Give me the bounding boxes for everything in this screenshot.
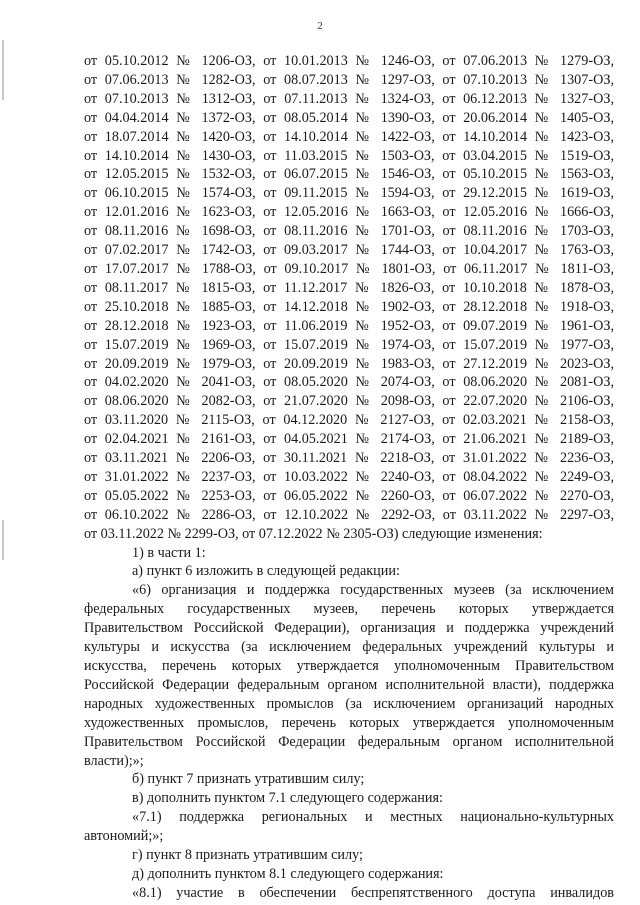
item-g: г) пункт 8 признать утратившим силу; [132,847,363,864]
item-7-1-text: «7.1) поддержка региональных и местных национально-культурных автономий;»; [84,809,614,845]
amendment-references [84,52,614,544]
scan-edge-mark [2,40,4,100]
reference-line: от 06.10.2015 № 1574-ОЗ, от 09.11.2015 № 1594-ОЗ, от 29.12.2015 № 1619-ОЗ, [84,185,614,202]
reference-line: от 17.07.2017 № 1788-ОЗ, от 09.10.2017 № 1801-ОЗ, от 06.11.2017 № 1811-ОЗ, [84,260,614,277]
reference-line: от 03.11.2021 № 2206-ОЗ, от 30.11.2021 № 2218-ОЗ, от 31.01.2022 № 2236-ОЗ, [84,450,614,467]
part-1-heading: 1) в части 1: [132,544,206,561]
item-d: д) дополнить пунктом 8.1 следующего содержания: [132,865,444,882]
document-body [84,52,614,903]
reference-line: от 18.07.2014 № 1420-ОЗ, от 14.10.2014 № 1422-ОЗ, от 14.10.2014 № 1423-ОЗ, [84,128,614,145]
item-8-1-text: «8.1) участие в обеспечении беспрепятственного доступа инвалидов [132,884,614,901]
reference-line: от 25.10.2018 № 1885-ОЗ, от 14.12.2018 № 1902-ОЗ, от 28.12.2018 № 1918-ОЗ, [84,298,614,315]
reference-line: от 05.10.2012 № 1206-ОЗ, от 10.01.2013 № 1246-ОЗ, от 07.06.2013 № 1279-ОЗ, [84,53,614,69]
reference-line: от 04.04.2014 № 1372-ОЗ, от 08.05.2014 № 1390-ОЗ, от 20.06.2014 № 1405-ОЗ, [84,109,614,126]
item-a: а) пункт 6 изложить в следующей редакции: [132,563,400,580]
scan-edge-mark [2,520,4,560]
reference-line: от 07.02.2017 № 1742-ОЗ, от 09.03.2017 № 1744-ОЗ, от 10.04.2017 № 1763-ОЗ, [84,242,614,259]
reference-line: от 02.04.2021 № 2161-ОЗ, от 04.05.2021 № 2174-ОЗ, от 21.06.2021 № 2189-ОЗ, [84,431,614,448]
reference-line: от 31.01.2022 № 2237-ОЗ, от 10.03.2022 № 2240-ОЗ, от 08.04.2022 № 2249-ОЗ, [84,468,614,485]
reference-line: от 07.06.2013 № 1282-ОЗ, от 08.07.2013 № 1297-ОЗ, от 07.10.2013 № 1307-ОЗ, [84,71,614,88]
page-number: 2 [317,20,323,32]
reference-line: от 14.10.2014 № 1430-ОЗ, от 11.03.2015 № 1503-ОЗ, от 03.04.2015 № 1519-ОЗ, [84,147,614,164]
reference-line: от 12.01.2016 № 1623-ОЗ, от 12.05.2016 № 1663-ОЗ, от 12.05.2016 № 1666-ОЗ, [84,204,614,221]
reference-line: от 05.05.2022 № 2253-ОЗ, от 06.05.2022 № 2260-ОЗ, от 06.07.2022 № 2270-ОЗ, [84,487,614,504]
reference-line: от 03.11.2022 № 2299-ОЗ, от 07.12.2022 № 2305-ОЗ) следующие изменения: [84,525,543,542]
reference-line: от 28.12.2018 № 1923-ОЗ, от 11.06.2019 № 1952-ОЗ, от 09.07.2019 № 1961-ОЗ, [84,317,614,334]
reference-line: от 15.07.2019 № 1969-ОЗ, от 15.07.2019 № 1974-ОЗ, от 15.07.2019 № 1977-ОЗ, [84,336,614,353]
reference-line: от 07.10.2013 № 1312-ОЗ, от 07.11.2013 № 1324-ОЗ, от 06.12.2013 № 1327-ОЗ, [84,90,614,107]
reference-line: от 08.11.2016 № 1698-ОЗ, от 08.11.2016 № 1701-ОЗ, от 08.11.2016 № 1703-ОЗ, [84,223,614,240]
reference-line: от 06.10.2022 № 2286-ОЗ, от 12.10.2022 № 2292-ОЗ, от 03.11.2022 № 2297-ОЗ, [84,506,614,523]
reference-line: от 04.02.2020 № 2041-ОЗ, от 08.05.2020 № 2074-ОЗ, от 08.06.2020 № 2081-ОЗ, [84,374,614,391]
reference-line: от 20.09.2019 № 1979-ОЗ, от 20.09.2019 № 1983-ОЗ, от 27.12.2019 № 2023-ОЗ, [84,355,614,372]
item-6-text: «6) организация и поддержка государственных музеев (за исключением федеральных государственных музеев, перечень которых утверждается Правительством Российской Федерации), организация и поддержка учреждений культуры и искусства (за исключением федеральных учреждений культуры и искусства, перечень которых утверждается уполномоченным Правительством Российской Федерации федеральным органом исполнительной власти), поддержка народных художественных промыслов (за исключением организаций народных художественных промыслов, перечень которых утверждается уполномоченным Правительством Российской Федерации федеральным органом исполнительной власти);»; [84,582,614,769]
reference-line: от 12.05.2015 № 1532-ОЗ, от 06.07.2015 № 1546-ОЗ, от 05.10.2015 № 1563-ОЗ, [84,166,614,183]
reference-line: от 03.11.2020 № 2115-ОЗ, от 04.12.2020 № 2127-ОЗ, от 02.03.2021 № 2158-ОЗ, [84,412,614,429]
reference-line: от 08.06.2020 № 2082-ОЗ, от 21.07.2020 № 2098-ОЗ, от 22.07.2020 № 2106-ОЗ, [84,393,614,410]
item-b: б) пункт 7 признать утратившим силу; [132,771,365,788]
reference-line: от 08.11.2017 № 1815-ОЗ, от 11.12.2017 № 1826-ОЗ, от 10.10.2018 № 1878-ОЗ, [84,279,614,296]
item-v: в) дополнить пунктом 7.1 следующего содержания: [132,790,443,807]
